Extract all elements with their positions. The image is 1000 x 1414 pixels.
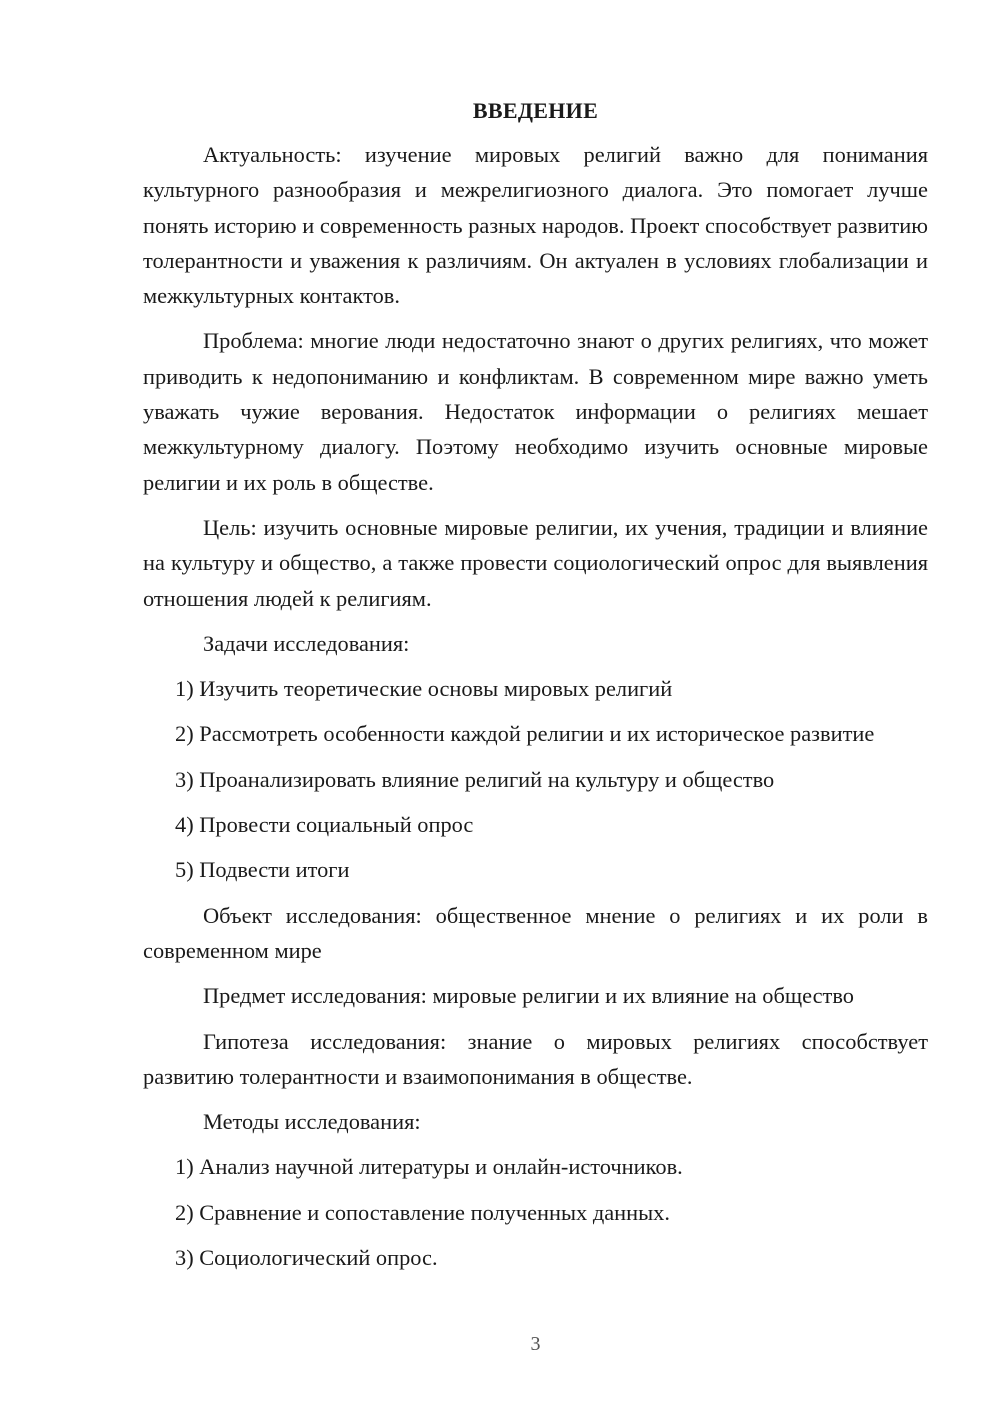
methods-title: Методы исследования: (203, 1109, 421, 1135)
problem-paragraph: Проблема: многие люди недостаточно знают о других религиях, что может приводить к недопониманию и конфликтам. В современном мире важно уметь уважать чужие верования. Недостаток информации о религиях мешает межкультурному диалогу. Поэтому необходимо изучить основные мировые религии и их роль в обществе. (143, 328, 928, 495)
method-item-1: 1) Анализ научной литературы и онлайн-источников. (175, 1154, 683, 1180)
task-item-5: 5) Подвести итоги (175, 857, 350, 883)
goal-paragraph: Цель: изучить основные мировые религии, их учения, традиции и влияние на культуру и общество, а также провести социологический опрос для выявления отношения людей к религиям. (143, 514, 928, 611)
task-item-4: 4) Провести социальный опрос (175, 812, 474, 838)
task-item-2: 2) Рассмотреть особенности каждой религии и их историческое развитие (175, 721, 875, 747)
hypothesis-paragraph: Гипотеза исследования: знание о мировых религиях способствует развитию толерантности и взаимопонимания в обществе. (143, 1028, 928, 1089)
task-item-1: 1) Изучить теоретические основы мировых религий (175, 676, 673, 702)
method-item-3: 3) Социологический опрос. (175, 1245, 438, 1271)
subject-paragraph: Предмет исследования: мировые религии и их влияние на общество (203, 983, 854, 1009)
object-paragraph: Объект исследования: общественное мнение о религиях и их роли в современном мире (143, 902, 928, 963)
document-page (143, 93, 928, 1285)
tasks-title: Задачи исследования: (203, 630, 410, 656)
page-number: 3 (530, 1333, 541, 1355)
relevance-paragraph: Актуальность: изучение мировых религий важно для понимания культурного разнообразия и межрелигиозного диалога. Это помогает лучше понять историю и современность разных народов. Проект способствует развитию толерантности и уважения к различиям. Он актуален в условиях глобализации и межкультурных контактов. (143, 142, 928, 309)
task-item-3: 3) Проанализировать влияние религий на культуру и общество (175, 766, 775, 792)
method-item-2: 2) Сравнение и сопоставление полученных данных. (175, 1199, 670, 1225)
section-heading: ВВЕДЕНИЕ (472, 98, 599, 123)
